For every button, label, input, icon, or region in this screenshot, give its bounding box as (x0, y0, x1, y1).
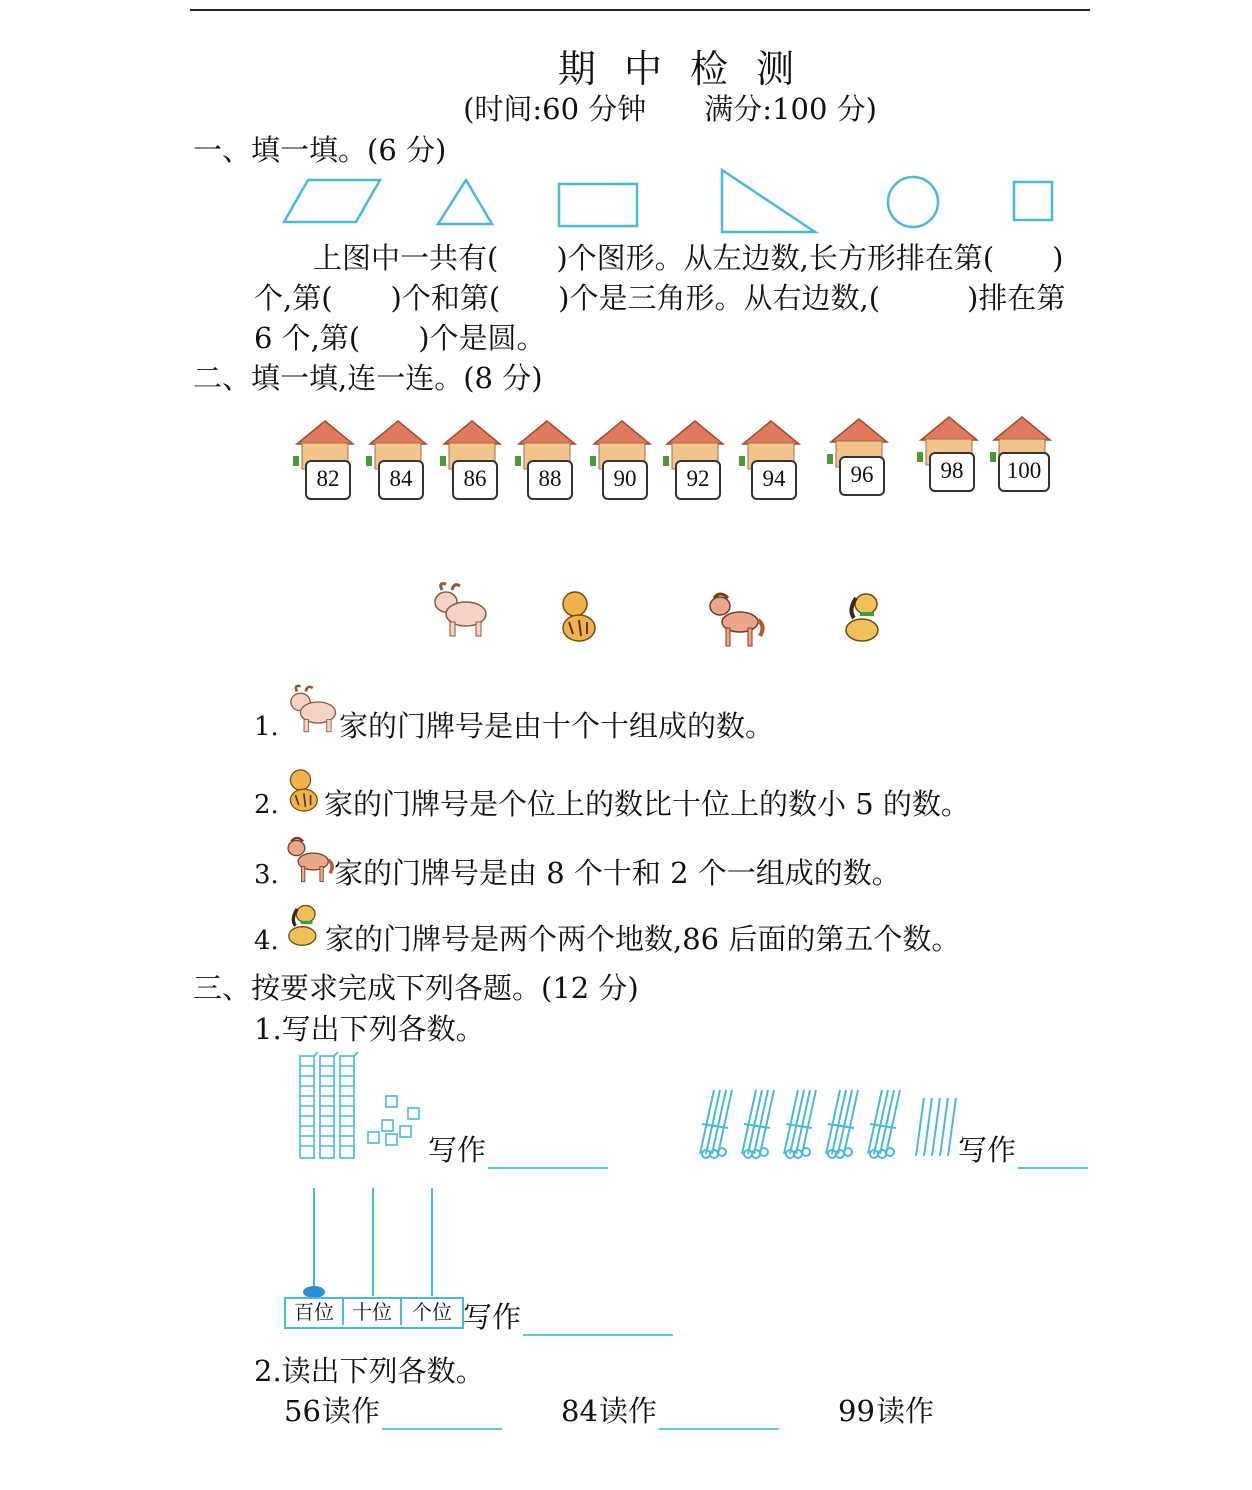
q3-number: 3. (254, 860, 279, 890)
answer-blank-2[interactable] (1018, 1137, 1088, 1169)
house (739, 418, 803, 502)
q4-text: 家的门牌号是两个两个地数,86 后面的第五个数。 (325, 922, 961, 956)
shapes-row (270, 162, 1070, 242)
house (827, 416, 891, 500)
base-ten-blocks-icon (296, 1050, 426, 1162)
tiger-icon (282, 766, 324, 814)
house (663, 418, 727, 502)
page-title: 期 中 检 测 (557, 47, 803, 91)
read-blank-1[interactable] (382, 1398, 502, 1430)
house-number: 100 (998, 452, 1050, 492)
q1-number: 1. (254, 712, 279, 742)
dog-icon (838, 590, 890, 644)
house (590, 418, 654, 502)
stick-bundles-icon (694, 1084, 958, 1162)
abacus-hundreds-label: 百位 (286, 1299, 344, 1325)
section1-line2: 个,第( )个和第( )个是三角形。从右边数,( )排在第 (254, 281, 1066, 315)
write-label-1: 写作 (428, 1133, 487, 1167)
answer-blank-3[interactable] (523, 1304, 673, 1336)
section1-line3: 6 个,第( )个是圆。 (254, 321, 546, 355)
abacus-base (284, 1297, 464, 1329)
abacus-tens-label: 十位 (344, 1299, 402, 1325)
write-label-2: 写作 (958, 1133, 1017, 1167)
square-shape (1014, 182, 1052, 220)
read-number-84: 84 (561, 1394, 598, 1428)
q1-text: 家的门牌号是由十个十组成的数。 (339, 709, 775, 743)
house (990, 414, 1054, 498)
section3-sub2: 2.读出下列各数。 (254, 1354, 485, 1388)
read-label-3: 读作 (876, 1394, 935, 1428)
exam-info: (时间:60 分钟 满分:100 分) (463, 92, 877, 126)
section3-heading: 三、按要求完成下列各题。(12 分) (193, 971, 639, 1005)
rectangle-shape (559, 184, 637, 226)
house (515, 418, 579, 502)
q2-text: 家的门牌号是个位上的数比十位上的数小 5 的数。 (324, 787, 970, 821)
house-number: 92 (675, 460, 721, 500)
read-label-1: 读作 (322, 1394, 381, 1428)
house-number: 94 (751, 460, 797, 500)
goat-icon (283, 682, 339, 736)
circle-shape (888, 177, 938, 227)
right-triangle-shape (722, 170, 815, 232)
house (366, 418, 430, 502)
tiger-icon (553, 588, 603, 644)
top-rule (190, 9, 1090, 11)
house-number: 90 (602, 460, 648, 500)
abacus-ones-label: 个位 (412, 1300, 452, 1324)
write-label-3: 写作 (463, 1300, 522, 1334)
parallelogram-shape (284, 180, 380, 222)
horse-icon (704, 590, 766, 648)
triangle-shape (438, 180, 492, 224)
house-number: 82 (305, 460, 351, 500)
section1-line1: 上图中一共有( )个图形。从左边数,长方形排在第( ) (313, 241, 1064, 275)
section3-sub1: 1.写出下列各数。 (254, 1012, 485, 1046)
q4-number: 4. (254, 926, 279, 956)
house-number: 84 (378, 460, 424, 500)
read-label-2: 读作 (599, 1394, 658, 1428)
read-number-56: 56 (284, 1394, 321, 1428)
read-number-99: 99 (838, 1394, 875, 1428)
house-number: 86 (452, 460, 498, 500)
section1-heading: 一、填一填。(6 分) (193, 133, 447, 167)
abacus-icon (284, 1184, 464, 1300)
answer-blank-1[interactable] (488, 1137, 608, 1169)
house (917, 414, 981, 498)
houses-row (0, 414, 1252, 504)
horse-icon (283, 834, 335, 884)
section2-heading: 二、填一填,连一连。(8 分) (193, 361, 543, 395)
goat-icon (426, 580, 490, 640)
house (293, 418, 357, 502)
read-blank-2[interactable] (659, 1398, 779, 1430)
house-number: 96 (839, 456, 885, 496)
q2-number: 2. (254, 790, 279, 820)
house-number: 88 (527, 460, 573, 500)
house-number: 98 (929, 452, 975, 492)
dog-icon (282, 902, 326, 948)
q3-text: 家的门牌号是由 8 个十和 2 个一组成的数。 (334, 856, 901, 890)
house (440, 418, 504, 502)
